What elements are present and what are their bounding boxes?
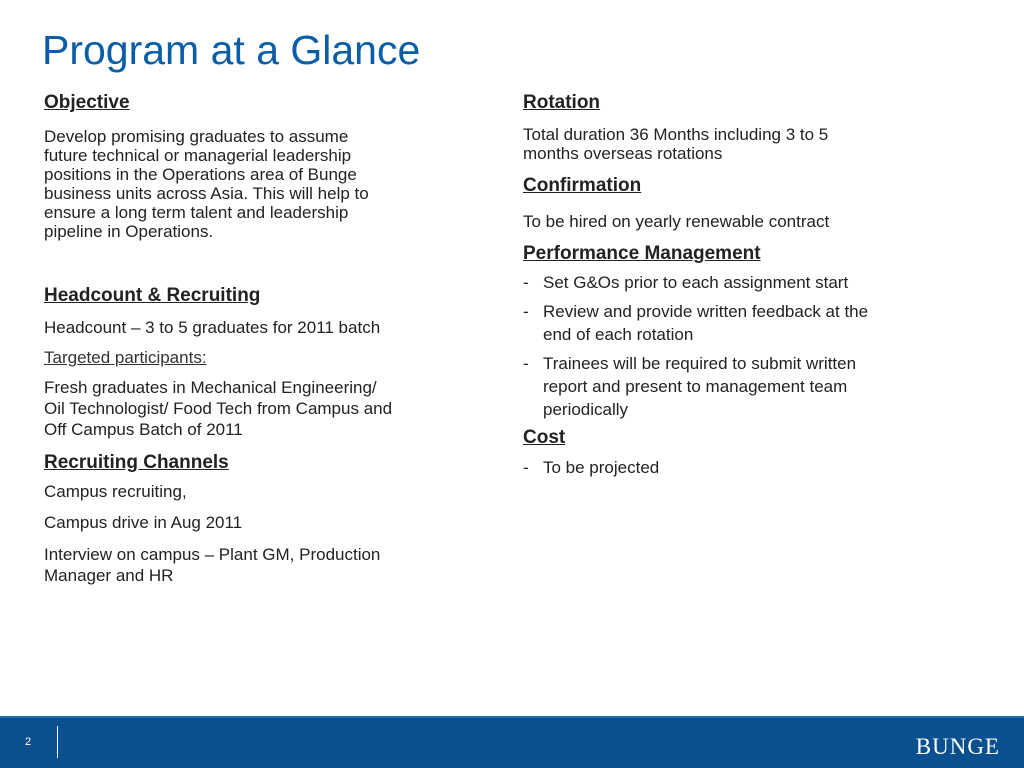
performance-line: Set G&Os prior to each assignment start: [543, 273, 849, 293]
footer-divider: [57, 726, 58, 758]
rotation-heading: Rotation: [523, 92, 601, 113]
footer-rule: [0, 716, 1024, 718]
headcount-heading: Headcount & Recruiting: [44, 284, 261, 306]
performance-line: end of each rotation: [543, 325, 694, 345]
performance-line: Trainees will be required to submit written: [543, 354, 857, 374]
confirmation-text: To be hired on yearly renewable contract: [523, 211, 830, 231]
list-item: [523, 271, 943, 294]
channel-item: [44, 544, 464, 586]
channel-item: Campus recruiting,: [44, 482, 187, 502]
targeted-participants-text: [44, 377, 464, 440]
performance-line: periodically: [543, 400, 629, 420]
cost-line: To be projected: [543, 458, 660, 478]
channel-line: Manager and HR: [44, 566, 174, 586]
objective-line: future technical or managerial leadership: [44, 145, 352, 165]
performance-list: [523, 271, 943, 421]
targeted-line: Off Campus Batch of 2011: [44, 419, 243, 439]
logo-text: BUNGE: [915, 734, 1000, 759]
list-item: [523, 352, 943, 421]
cost-list: [523, 456, 943, 479]
bunge-logo: [916, 726, 1000, 758]
performance-line: report and present to management team: [543, 377, 848, 397]
dash-bullet: -: [523, 354, 529, 374]
rotation-line: Total duration 36 Months including 3 to 5: [523, 124, 829, 144]
channel-item: Campus drive in Aug 2011: [44, 513, 243, 533]
targeted-line: Fresh graduates in Mechanical Engineering/: [44, 377, 377, 397]
confirmation-heading: Confirmation: [523, 174, 642, 196]
headcount-text: Headcount – 3 to 5 graduates for 2011 batch: [44, 317, 381, 337]
channel-line: Interview on campus – Plant GM, Production: [44, 545, 381, 565]
recruiting-channels-heading: Recruiting Channels: [44, 451, 229, 473]
objective-heading: Objective: [44, 92, 130, 113]
page-number: 2: [25, 736, 32, 748]
objective-line: ensure a long term talent and leadership: [44, 202, 349, 222]
rotation-line: months overseas rotations: [523, 143, 723, 163]
targeted-line: Oil Technologist/ Food Tech from Campus and: [44, 398, 393, 418]
slide-footer: [0, 716, 1024, 768]
objective-line: positions in the Operations area of Bunge: [44, 164, 357, 184]
list-item: [523, 456, 943, 479]
performance-management-heading: Performance Management: [523, 242, 761, 264]
performance-line: Review and provide written feedback at the: [543, 302, 869, 322]
targeted-participants-label: Targeted participants:: [44, 347, 207, 367]
objective-line: business units across Asia. This will help to: [44, 183, 369, 203]
dash-bullet: -: [523, 273, 529, 293]
right-column: [523, 92, 943, 479]
dash-bullet: -: [523, 458, 529, 478]
slide-title: Program at a Glance: [42, 27, 421, 73]
rotation-text: [523, 125, 943, 163]
objective-text: [44, 127, 464, 241]
dash-bullet: -: [523, 302, 529, 322]
objective-line: Develop promising graduates to assume: [44, 126, 349, 146]
objective-line: pipeline in Operations.: [44, 221, 214, 241]
cost-heading: Cost: [523, 427, 566, 449]
left-column: [44, 92, 464, 586]
list-item: [523, 300, 943, 346]
